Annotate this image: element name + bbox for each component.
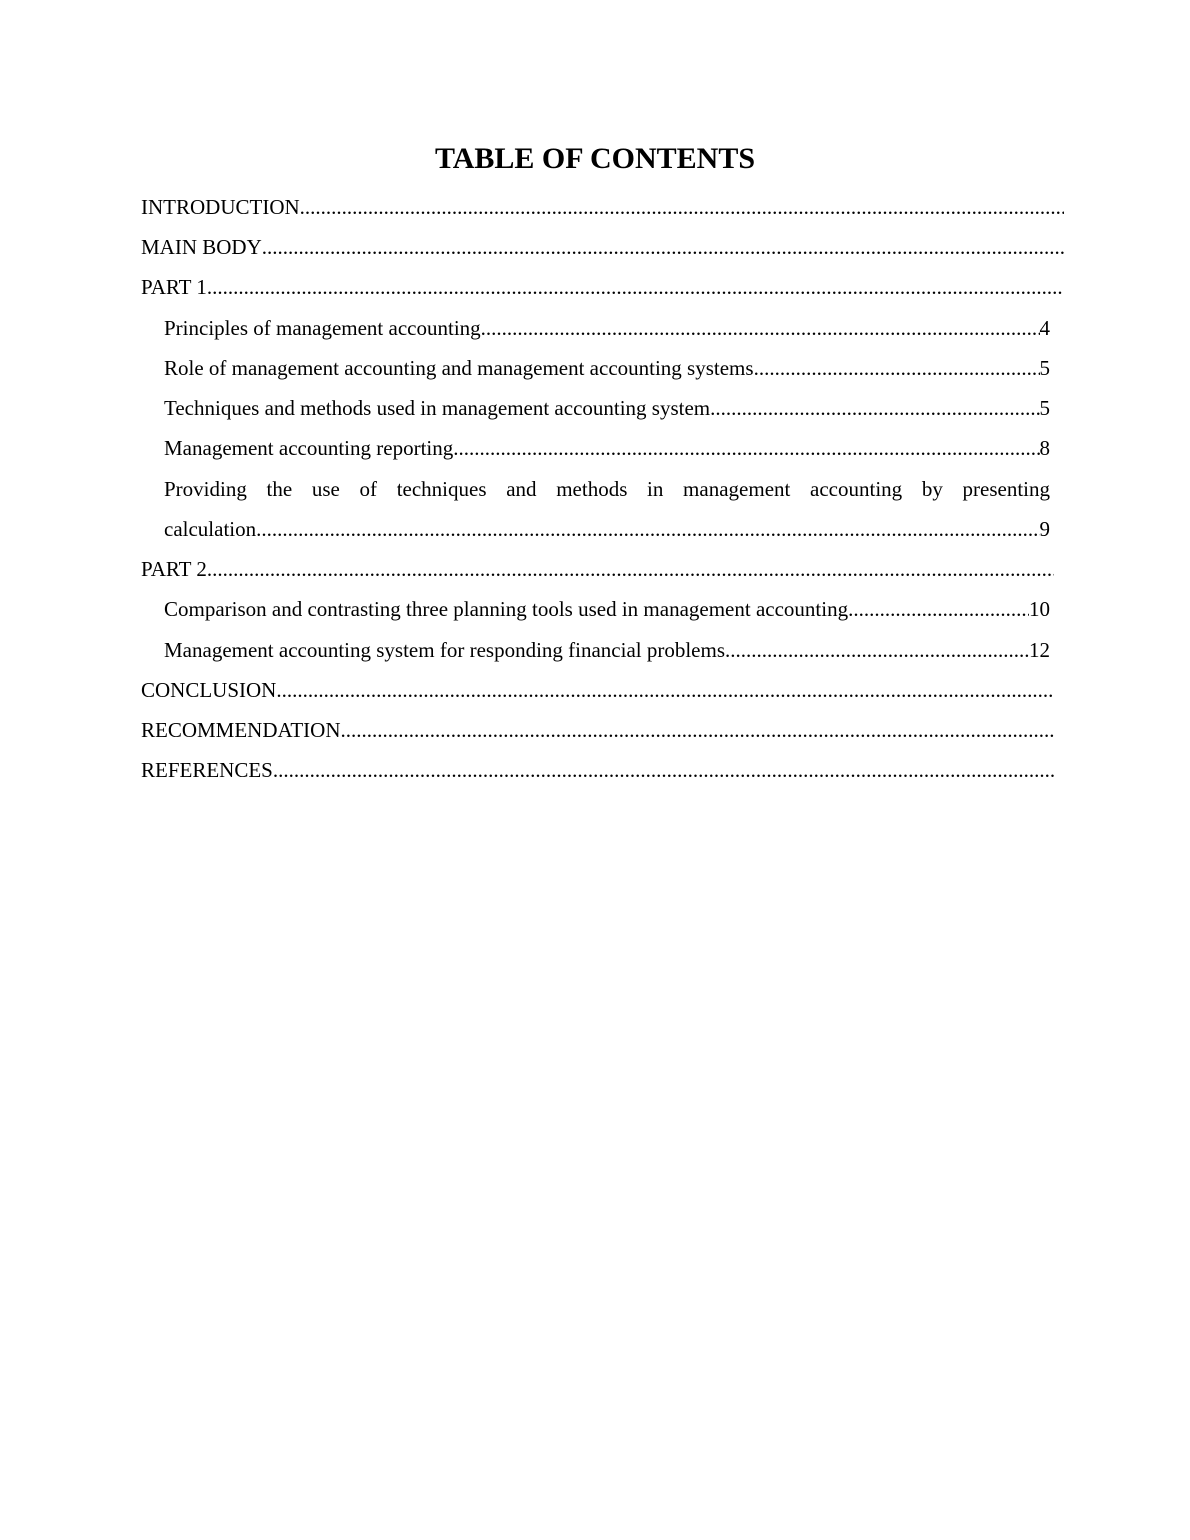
toc-entry-management-system[interactable] [164,630,1050,670]
toc-entry-part-1[interactable] [141,267,1064,307]
toc-entry-label: RECOMMENDATION [141,718,341,742]
toc-entry-main-body[interactable] [141,227,1064,267]
toc-entry-label: Comparison and contrasting three planning tools used in management accounting [164,597,849,621]
toc-entry-label: REFERENCES [141,758,273,782]
toc-entry-techniques[interactable] [164,388,1050,428]
toc-entry-role[interactable] [164,348,1050,388]
dot-leader [725,630,1029,670]
toc-entry-references[interactable] [141,750,1054,790]
toc-entry-label: Management accounting reporting [164,436,454,460]
dot-leader [207,267,1064,307]
dot-leader [207,549,1054,589]
dot-leader [276,670,1054,710]
dot-leader [710,388,1039,428]
toc-entry-page: 8 [1039,436,1050,460]
toc-entry-label: Management accounting system for responding financial problems [164,638,726,662]
toc-entry-label: Techniques and methods used in management accounting system [164,396,711,420]
dot-leader [300,187,1064,227]
toc-entry-label: calculation [164,517,257,541]
toc-entry-part-2[interactable] [141,549,1054,589]
toc-entry-conclusion[interactable] [141,670,1054,710]
toc-entry-page: 4 [1039,316,1050,340]
toc-entry-label: CONCLUSION [141,678,277,702]
toc-entry-label: PART 1 [141,275,207,299]
toc-entry-page: 5 [1039,356,1050,380]
dot-leader [481,308,1040,348]
toc-entry-recommendation[interactable] [141,710,1054,750]
toc-entry-introduction[interactable] [141,187,1064,227]
toc-title: TABLE OF CONTENTS [434,142,756,175]
toc-entry-principles[interactable] [164,308,1050,348]
toc-entry-label: Principles of management accounting [164,316,481,340]
toc-entry-page: 10 [1029,597,1050,621]
toc-entry-comparison[interactable] [164,589,1050,629]
dot-leader [453,428,1039,468]
dot-leader [848,589,1029,629]
toc-entry-label: MAIN BODY [141,235,262,259]
toc-entry-page: 5 [1039,396,1050,420]
toc-entry-label: Providing the use of techniques and methods in management accounting by presenting [164,477,1050,501]
toc-entry-label: INTRODUCTION [141,195,300,219]
toc-entry-providing-line-1[interactable] [164,469,1050,509]
toc-entry-providing-line-2[interactable] [164,509,1050,549]
dot-leader [262,227,1064,267]
toc-entry-reporting[interactable] [164,428,1050,468]
toc-entry-page: 9 [1039,517,1050,541]
dot-leader [273,750,1054,790]
toc-entry-label: PART 2 [141,557,207,581]
dot-leader [256,509,1039,549]
dot-leader [754,348,1040,388]
toc-entry-label: Role of management accounting and management accounting systems [164,356,754,380]
toc-entry-page: 12 [1029,638,1050,662]
dot-leader [341,710,1055,750]
